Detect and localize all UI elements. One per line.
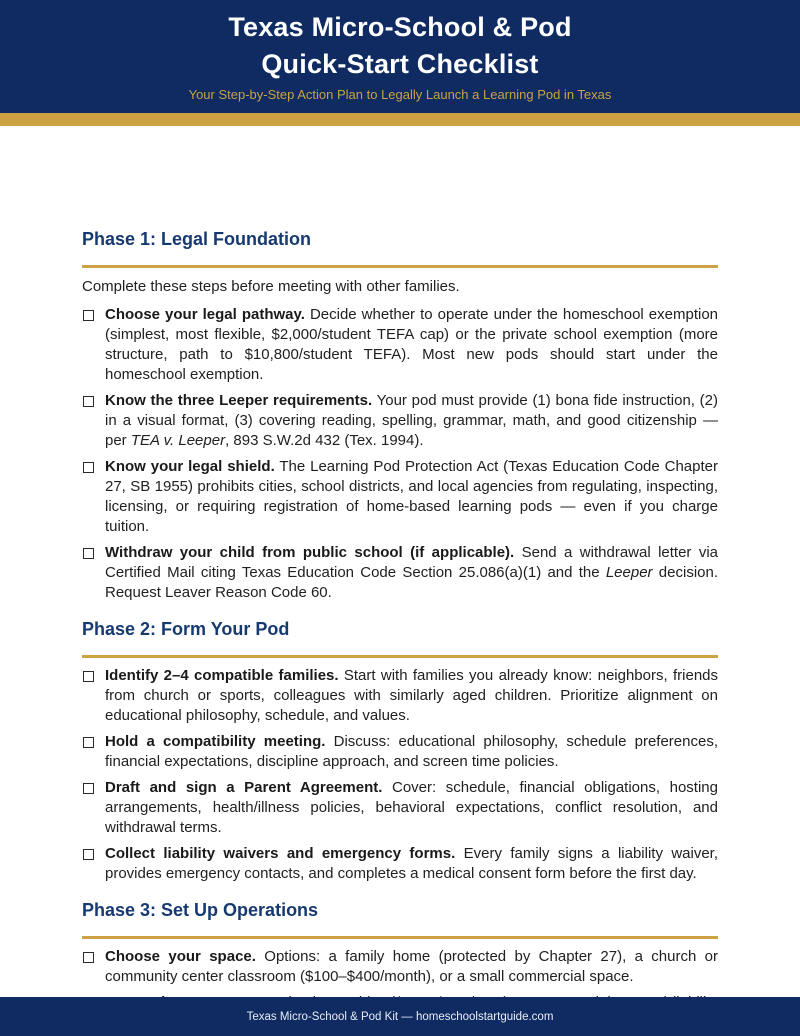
checklist-content xyxy=(0,228,800,1033)
section-phase-2 xyxy=(82,618,718,884)
checklist-item-text: Choose your legal pathway. Decide whether to operate under the homeschool exemption (simplest, most flexible, $2,000/student TEFA cap) or the private school exemption (more structure, path to $10,800/student TEFA). Most new pods should start under the homeschool exemption. xyxy=(105,306,719,383)
footer-text: Texas Micro-School & Pod Kit — homeschoolstartguide.com xyxy=(246,1010,554,1023)
checkbox-icon[interactable] xyxy=(83,849,94,860)
phase-heading: Phase 3: Set Up Operations xyxy=(82,900,319,920)
page-footer xyxy=(0,997,800,1036)
checklist-item-text: Know the three Leeper requirements. Your pod must provide (1) bona fide instruction, (2) in a visual format, (3) covering reading, spelling, grammar, math, and good citizenship — per TEA v. Leeper, 893 S.W.2d 432 (Tex. 1994). xyxy=(105,392,718,449)
checklist-item-text: Collect liability waivers and emergency forms. Every family signs a liability waiver, provides emergency contacts, and completes a medical consent form before the first day. xyxy=(105,845,719,882)
section-divider xyxy=(82,265,718,268)
section-divider xyxy=(82,936,718,939)
page-subtitle: Your Step-by-Step Action Plan to Legally Launch a Learning Pod in Texas xyxy=(188,87,612,102)
checklist-item-text: Draft and sign a Parent Agreement. Cover: schedule, financial obligations, hosting arrangements, health/illness policies, behavioral expectations, conflict resolution, and withdrawal terms. xyxy=(105,779,718,836)
page-title-line1: Texas Micro-School & Pod xyxy=(228,12,572,42)
checklist-item-text: Identify 2–4 compatible families. Start with families you already know: neighbors, friends from church or sports, colleagues with similarly aged children. Prioritize alignment on educational philosophy, schedule, and values. xyxy=(105,667,718,724)
phase-heading: Phase 2: Form Your Pod xyxy=(82,619,290,639)
section-divider xyxy=(82,655,718,658)
checklist-item xyxy=(82,844,718,884)
section-phase-1 xyxy=(82,228,718,603)
section-intro: Complete these steps before meeting with other families. xyxy=(82,278,460,295)
checkbox-icon[interactable] xyxy=(83,783,94,794)
checkbox-icon[interactable] xyxy=(83,462,94,473)
checkbox-icon[interactable] xyxy=(83,671,94,682)
checklist-item xyxy=(82,457,718,537)
checklist-item-text: Know your legal shield. The Learning Pod Protection Act (Texas Education Code Chapter 27, SB 1955) prohibits cities, school districts, and local agencies from regulating, inspecting, licensing, or requiring registration of home-based learning pods — even if you charge tuition. xyxy=(105,458,718,535)
checklist-item xyxy=(82,666,718,726)
checkbox-icon[interactable] xyxy=(83,310,94,321)
checklist-item xyxy=(82,305,718,385)
checkbox-icon[interactable] xyxy=(83,737,94,748)
page-header xyxy=(0,0,800,113)
checklist-items xyxy=(82,666,718,884)
checklist-item-text: Withdraw your child from public school (if applicable). Send a withdrawal letter via Certified Mail citing Texas Education Code Section 25.086(a)(1) and the Leeper decision. Request Leaver Reason Code 60. xyxy=(105,544,718,601)
checkbox-icon[interactable] xyxy=(83,396,94,407)
phase-heading: Phase 1: Legal Foundation xyxy=(82,229,312,249)
checklist-item xyxy=(82,947,718,987)
checklist-items xyxy=(82,305,718,603)
checklist-item xyxy=(82,732,718,772)
checkbox-icon[interactable] xyxy=(83,952,94,963)
checklist-item xyxy=(82,391,718,451)
checklist-item-text: Hold a compatibility meeting. Discuss: educational philosophy, schedule preferences, financial expectations, discipline approach, and screen time policies. xyxy=(105,733,719,770)
page-title-line2: Quick-Start Checklist xyxy=(261,49,539,79)
gold-divider-bar xyxy=(0,113,800,126)
checklist-item xyxy=(82,543,718,603)
checkbox-icon[interactable] xyxy=(83,548,94,559)
checklist-item xyxy=(82,778,718,838)
checklist-item-text: Choose your space. Options: a family home (protected by Chapter 27), a church or community center classroom ($100–$400/month), or a small commercial space. xyxy=(105,948,719,985)
